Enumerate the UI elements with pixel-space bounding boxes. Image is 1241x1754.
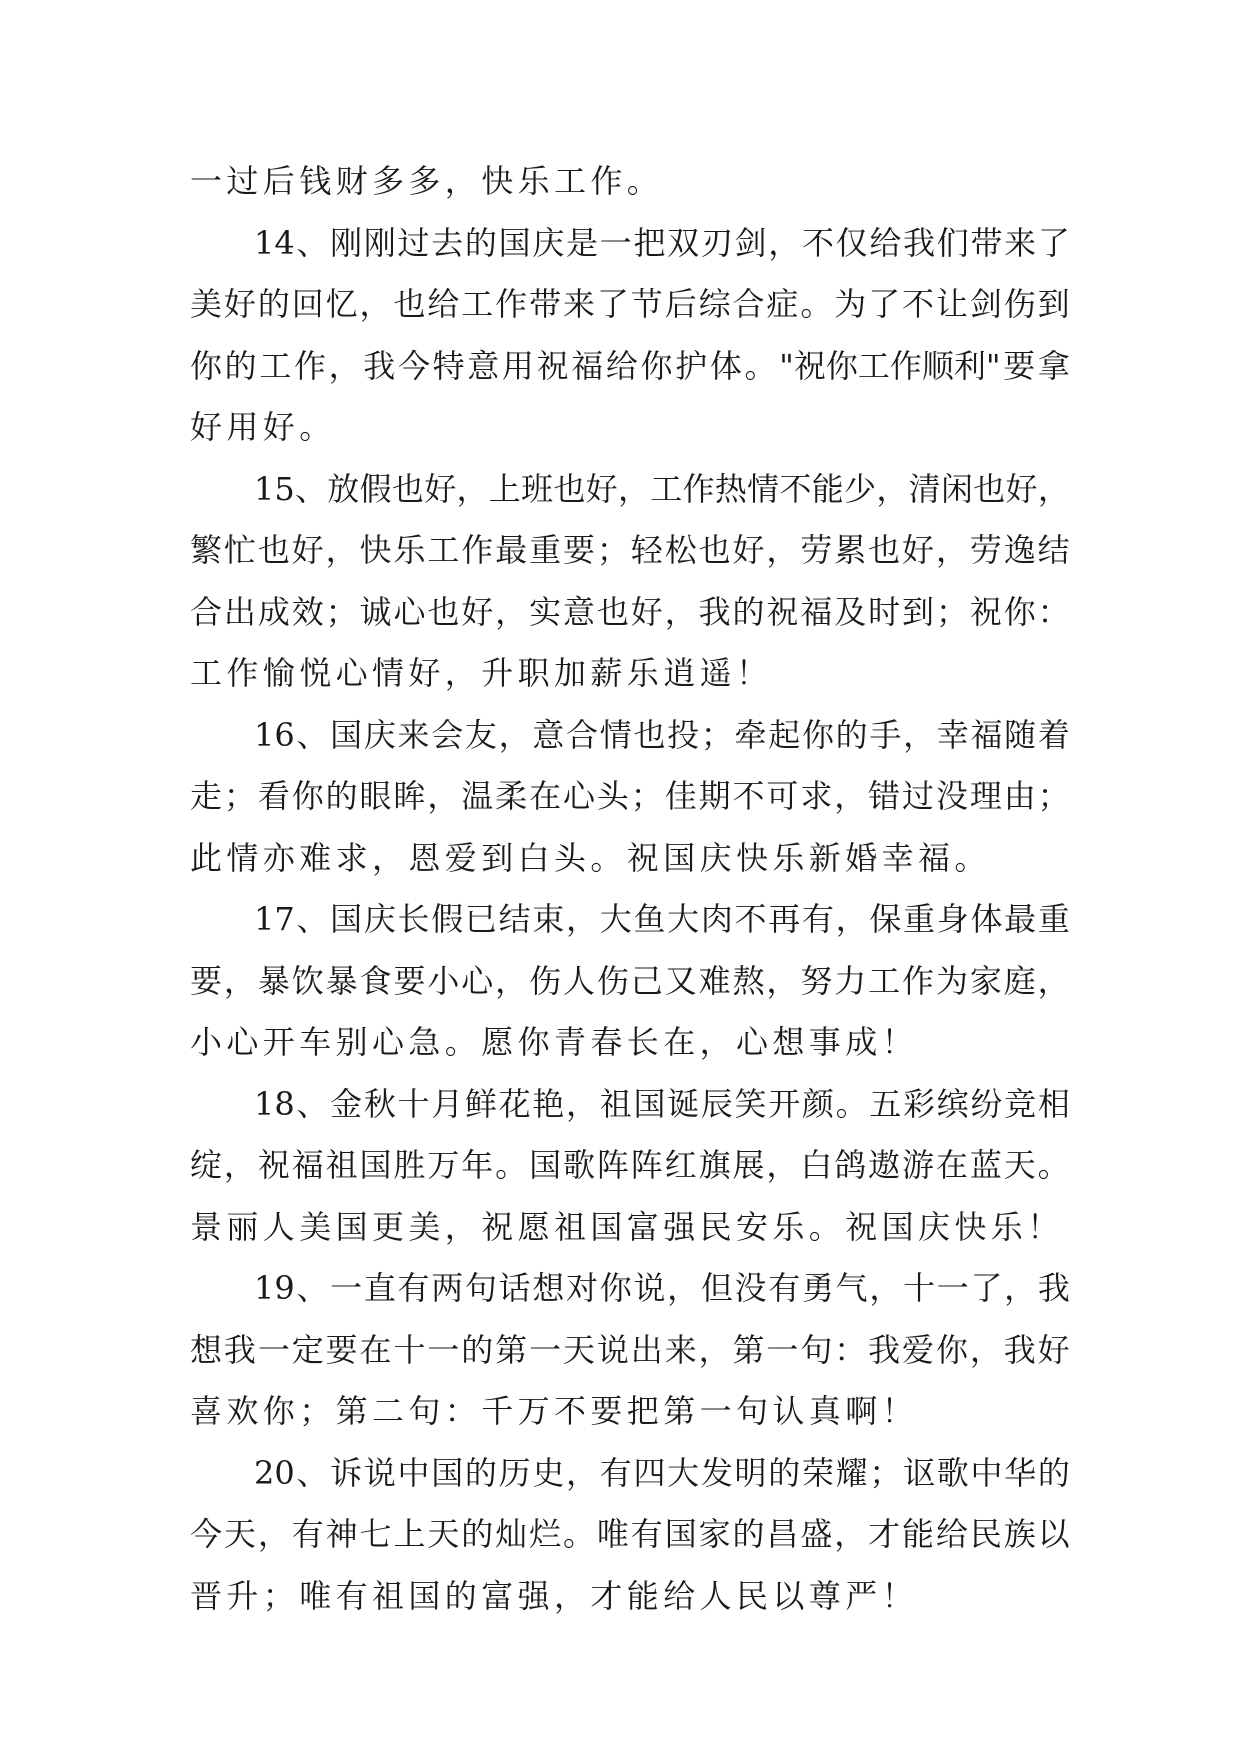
paragraph-16-line-1: 16 、 国 庆 来 会 友 ， 意 合 情 也 投 ； 牵 起 你 的 手 ， 幸 福 随 着 (254, 715, 1070, 754)
paragraph-14-line-2: 美 好 的 回 忆 ， 也 给 工 作 带 来 了 节 后 综 合 症 。 为 了 不 让 剑 伤 到 (190, 285, 1070, 323)
paragraph-17-line-1: 17 、 国 庆 长 假 已 结 束 ， 大 鱼 大 肉 不 再 有 ， 保 重 身 体 最 重 (254, 900, 1070, 938)
paragraph-17-line-2: 要 ， 暴 饮 暴 食 要 小 心 ， 伤 人 伤 己 又 难 熬 ， 努 力 工 作 为 家 庭 ， (190, 961, 1070, 1000)
paragraph-15-line-4: 工作愉悦心情好，升职加薪乐逍遥！ (190, 654, 773, 692)
paragraph-16-line-2: 走 ； 看 你 的 眼 眸 ， 温 柔 在 心 头 ； 佳 期 不 可 求 ， 错 过 没 理 由 ； (190, 777, 1070, 815)
document-page (190, 151, 1070, 1627)
paragraph-20-line-2: 今 天 ， 有 神 七 上 天 的 灿 烂 。 唯 有 国 家 的 昌 盛 ， 才 能 给 民 族 以 (190, 1515, 1070, 1553)
paragraph-16-line-3: 此情亦难求，恩爱到白头。祝国庆快乐新婚幸福。 (190, 838, 991, 877)
paragraph-14-line-3: 你 的 工 作 ， 我 今 特 意 用 祝 福 给 你 护 体 。 "祝你工作顺利" 要 拿 (190, 346, 1070, 385)
paragraph-19-line-2: 想 我 一 定 要 在 十 一 的 第 一 天 说 出 来 ， 第 一 句 ： 我 爱 你 ， 我 好 (190, 1330, 1070, 1369)
paragraph-17-line-3: 小心开车别心急。愿你青春长在，心想事成！ (190, 1023, 919, 1061)
paragraph-18-line-3: 景丽人美国更美，祝愿祖国富强民安乐。祝国庆快乐！ (190, 1207, 1064, 1246)
paragraph-20-line-3: 晋升；唯有祖国的富强，才能给人民以尊严！ (190, 1576, 919, 1615)
paragraph-18-line-1: 18 、 金 秋 十 月 鲜 花 艳 ， 祖 国 诞 辰 笑 开 颜 。 五 彩 缤 纷 竞 相 (254, 1084, 1070, 1123)
text-line: 一过后钱财多多，快乐工作。 (190, 162, 664, 200)
paragraph-19-line-3: 喜欢你；第二句：千万不要把第一句认真啊！ (190, 1392, 919, 1430)
paragraph-15-line-3: 合 出 成 效 ； 诚 心 也 好 ， 实 意 也 好 ， 我 的 祝 福 及 时 到 ； 祝 你 ： (190, 592, 1070, 631)
paragraph-15-line-1: 15 、 放 假 也 好 ， 上 班 也 好 ， 工 作 热 情 不 能 少 ， 清 闲 也 好 ， (254, 469, 1070, 508)
paragraph-20-line-1: 20 、 诉 说 中 国 的 历 史 ， 有 四 大 发 明 的 荣 耀 ； 讴 歌 中 华 的 (254, 1453, 1070, 1492)
paragraph-14-line-1: 14 、 刚 刚 过 去 的 国 庆 是 一 把 双 刃 剑 ， 不 仅 给 我 们 带 来 了 (254, 223, 1070, 262)
paragraph-19-line-1: 19 、 一 直 有 两 句 话 想 对 你 说 ， 但 没 有 勇 气 ， 十 一 了 ， 我 (254, 1269, 1070, 1307)
paragraph-18-line-2: 绽 ， 祝 福 祖 国 胜 万 年 。 国 歌 阵 阵 红 旗 展 ， 白 鸽 遨 游 在 蓝 天 。 (190, 1146, 1070, 1184)
paragraph-14-line-4: 好用好。 (190, 408, 336, 446)
paragraph-15-line-2: 繁 忙 也 好 ， 快 乐 工 作 最 重 要 ； 轻 松 也 好 ， 劳 累 也 好 ， 劳 逸 结 (190, 531, 1070, 569)
